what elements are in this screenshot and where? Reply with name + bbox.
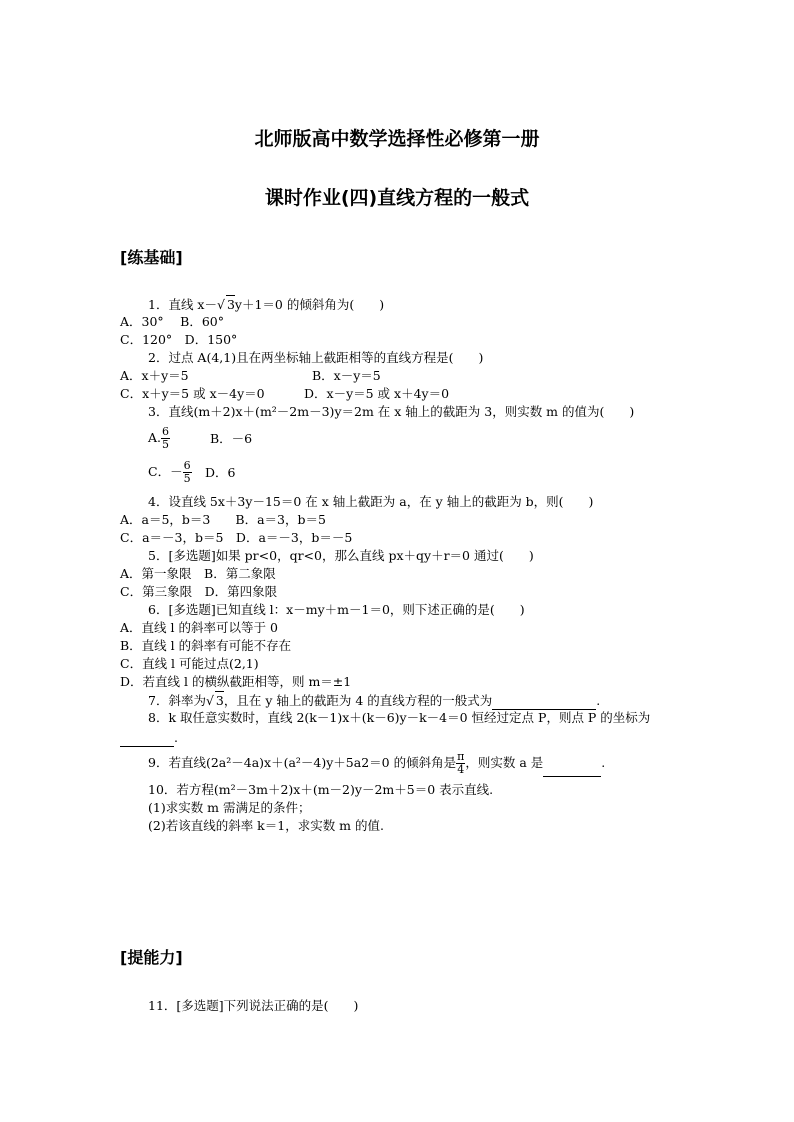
option-c-label: C．－ (148, 464, 183, 479)
question-1-suffix: y＋1＝0 的倾斜角为( ) (234, 297, 385, 312)
question-3-option-c (148, 458, 192, 486)
section-basic: [练基础] (120, 248, 183, 267)
fraction-denominator: 5 (183, 472, 191, 485)
question-7-prefix: 7．斜率为 (148, 693, 206, 708)
question-11-stem: 11．[多选题]下列说法正确的是( ) (148, 998, 359, 1013)
sqrt-symbol: √ (216, 297, 225, 312)
question-9-suffix: ，则实数 a 是 (465, 755, 544, 770)
fraction-numerator: π (457, 750, 465, 763)
question-3-option-d: D．6 (205, 465, 236, 480)
question-6-option-c: C．直线 l 可能过点(2,1) (120, 656, 259, 671)
question-8-answer-line (120, 729, 178, 747)
question-8-end: . (174, 730, 178, 745)
question-10-part-2: (2)若该直线的斜率 k＝1，求实数 m 的值. (148, 818, 384, 833)
fraction-numerator: 6 (183, 459, 191, 472)
question-2-stem: 2．过点 A(4,1)且在两坐标轴上截距相等的直线方程是( ) (148, 350, 484, 365)
question-6-option-a: A．直线 l 的斜率可以等于 0 (120, 620, 278, 635)
document-subtitle: 课时作业(四)直线方程的一般式 (264, 187, 530, 209)
question-2-option-c: C．x＋y＝5 或 x－4y＝0 (120, 386, 265, 401)
fraction (456, 751, 465, 776)
question-10-stem: 10．若方程(m²－3m＋2)x＋(m－2)y－2m＋5＝0 表示直线. (148, 782, 494, 797)
question-3-option-b: B．－6 (210, 431, 253, 446)
question-9-end: . (601, 755, 606, 770)
fraction (161, 426, 170, 451)
question-9-prefix: 9．若直线(2a²－4a)x＋(a²－4)y＋5a2＝0 的倾斜角是 (148, 755, 457, 770)
question-5-stem: 5．[多选题]如果 pr<0，qr<0，那么直线 px＋qy＋r＝0 通过( ) (148, 548, 534, 563)
fraction (183, 460, 192, 485)
option-a-label: A. (148, 430, 162, 445)
question-3-option-a (148, 424, 170, 452)
question-1-prefix: 1．直线 x－ (148, 297, 217, 312)
question-7-stem (148, 691, 600, 710)
fraction-numerator: 6 (162, 425, 170, 438)
question-6-option-d: D．若直线 l 的横纵截距相等，则 m＝±1 (120, 674, 352, 689)
question-10-part-1: (1)求实数 m 需满足的条件； (148, 800, 311, 815)
question-2-option-b: B．x－y＝5 (312, 368, 381, 383)
question-4-options-cd: C．a＝－3，b＝5 D．a＝－3，b＝－5 (120, 530, 353, 545)
question-9-stem (148, 750, 605, 777)
answer-blank[interactable] (543, 750, 601, 777)
question-2-option-a: A．x＋y＝5 (120, 368, 189, 383)
fraction-denominator: 4 (457, 763, 465, 776)
question-7-suffix: ，且在 y 轴上的截距为 4 的直线方程的一般式为 (223, 693, 493, 708)
question-2-option-d: D．x－y＝5 或 x＋4y＝0 (304, 386, 450, 401)
section-advanced: [提能力] (120, 948, 183, 967)
question-6-stem: 6．[多选题]已知直线 l：x－my＋m－1＝0，则下述正确的是( ) (148, 602, 525, 617)
fraction-denominator: 5 (162, 438, 170, 451)
question-8-stem: 8．k 取任意实数时，直线 2(k－1)x＋(k－6)y－k－4＝0 恒经过定点 P，则点 P 的坐标为 (148, 710, 651, 725)
question-5-options-ab: A．第一象限 B．第二象限 (120, 566, 276, 581)
answer-blank[interactable] (492, 692, 596, 710)
question-1-options-ab: A．30° B．60° (120, 314, 224, 329)
question-4-stem: 4．设直线 5x＋3y－15＝0 在 x 轴上截距为 a，在 y 轴上的截距为 b，则( ) (148, 494, 594, 509)
question-7-end: . (596, 693, 601, 708)
question-1-sqrt: 3 (226, 297, 235, 312)
sqrt-symbol: √ (205, 693, 214, 708)
question-1-options-cd: C．120° D．150° (120, 332, 238, 347)
question-1-stem (148, 295, 384, 313)
question-3-stem: 3．直线(m＋2)x＋(m²－2m－3)y＝2m 在 x 轴上的截距为 3，则实数 m 的值为( ) (148, 404, 635, 419)
question-6-option-b: B．直线 l 的斜率有可能不存在 (120, 638, 292, 653)
question-4-options-ab: A．a＝5，b＝3 B．a＝3，b＝5 (120, 512, 326, 527)
question-7-sqrt: 3 (215, 693, 224, 708)
answer-blank[interactable] (120, 729, 174, 747)
document-title: 北师版高中数学选择性必修第一册 (254, 128, 540, 150)
question-5-options-cd: C．第三象限 D．第四象限 (120, 584, 278, 599)
